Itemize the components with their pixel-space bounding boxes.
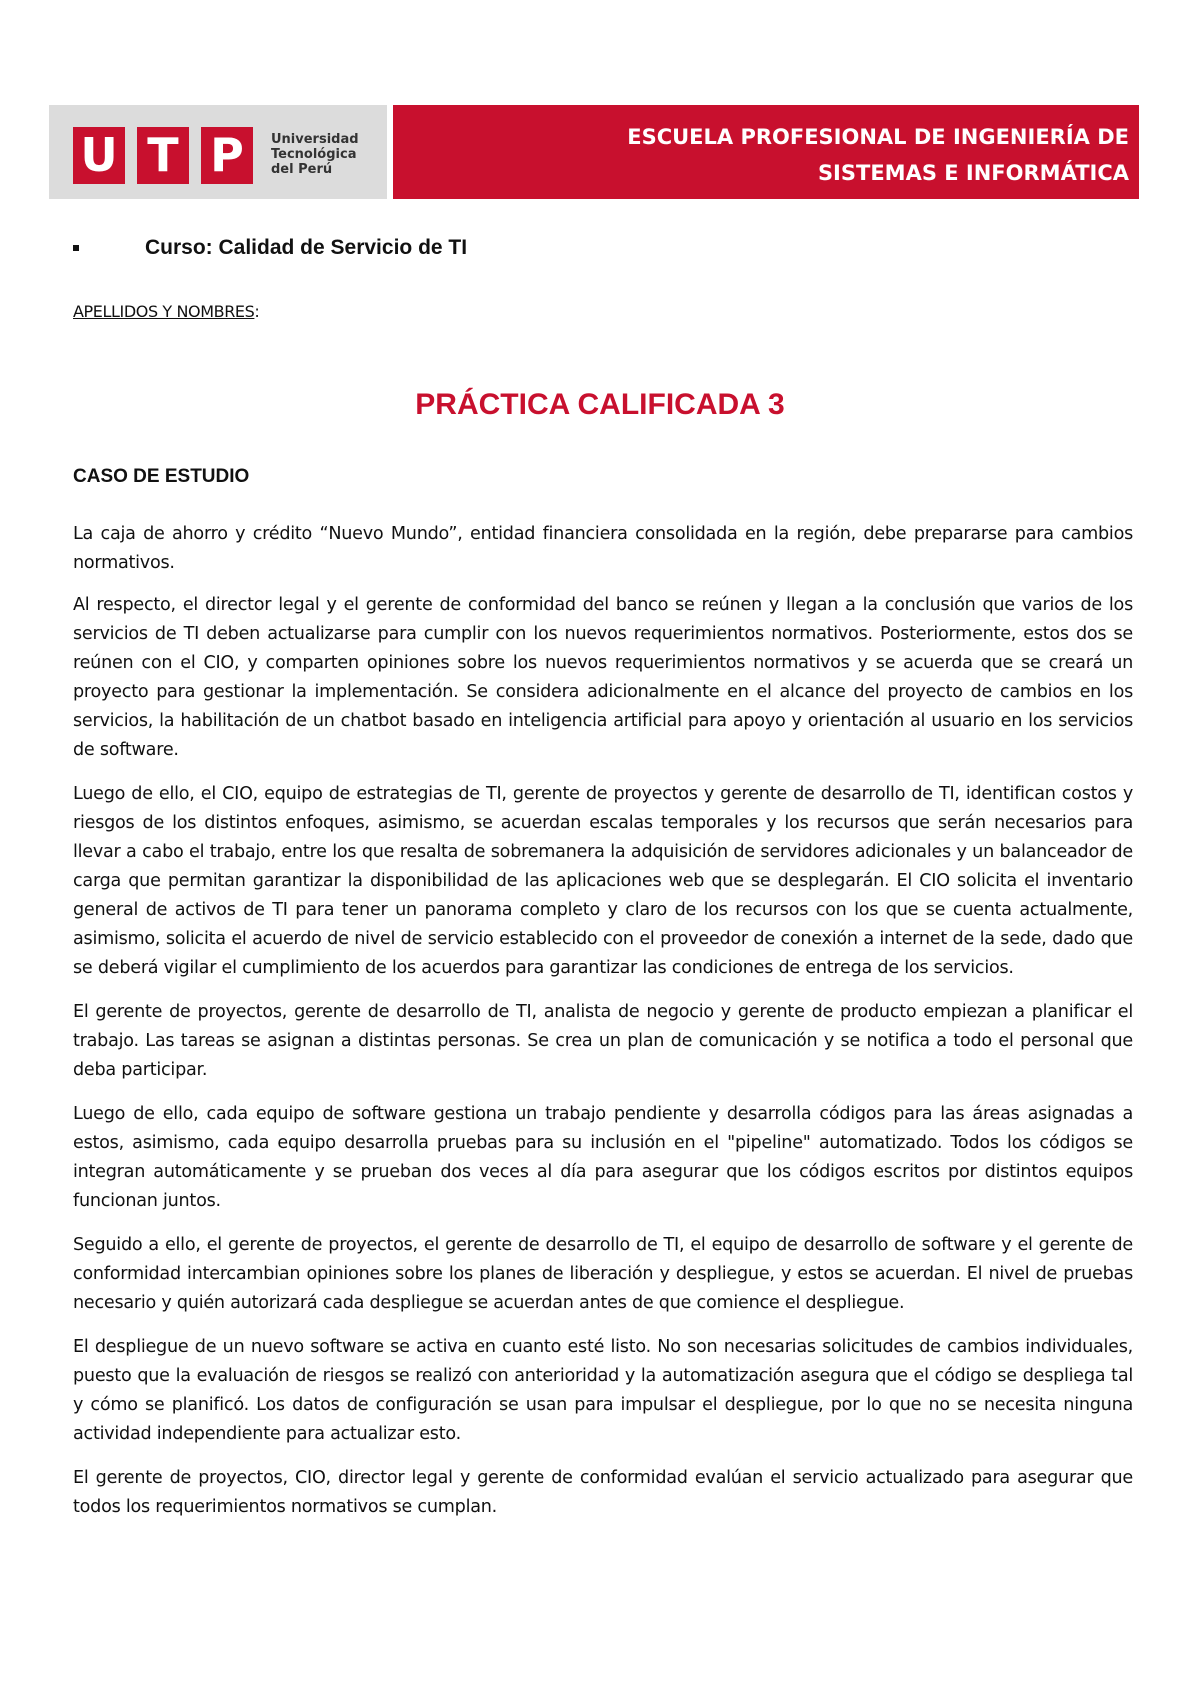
utp-logo (49, 105, 389, 199)
paragraph: La caja de ahorro y crédito “Nuevo Mundo”, entidad financiera consolidada en la región, debe prepararse para cambios normativos. (73, 524, 1133, 573)
logo-university-name: Universidad Tecnológica del Perú (271, 132, 359, 177)
logo-letter-t: T (137, 127, 189, 184)
paragraph: Luego de ello, cada equipo de software gestiona un trabajo pendiente y desarrolla códigos para las áreas asignadas a estos, asimismo, cada equipo desarrolla pruebas para su inclusión en el "pipeline" automatizado. Todos los códigos se integran automáticamente y se prueban dos veces al día para asegurar que los códigos escritos por distintos equipos funcionan juntos. (73, 1104, 1133, 1211)
document-title: PRÁCTICA CALIFICADA 3 (415, 388, 785, 421)
logo-letter-p: P (201, 127, 253, 184)
logo-letter-u: U (73, 127, 125, 184)
paragraph: Al respecto, el director legal y el gerente de conformidad del banco se reúnen y llegan a la conclusión que varios de los servicios de TI deben actualizarse para cumplir con los nuevos requerimientos normativos. Posteriormente, estos dos se reúnen con el CIO, y comparten opiniones sobre los nuevos requerimientos normativos y se acuerda que se creará un proyecto para gestionar la implementación. Se considera adicionalmente en el alcance del proyecto de cambios en los servicios, la habilitación de un chatbot basado en inteligencia artificial para apoyo y orientación al usuario en los servicios de software. (73, 595, 1133, 760)
school-banner (393, 105, 1139, 199)
student-names-label: APELLIDOS Y NOMBRES: (73, 302, 260, 321)
paragraph: Seguido a ello, el gerente de proyectos, el gerente de desarrollo de TI, el equipo de desarrollo de software y el gerente de conformidad intercambian opiniones sobre los planes de liberación y despliegue, y estos se acuerdan. El nivel de pruebas necesario y quién autorizará cada despliegue se acuerdan antes de que comience el despliegue. (73, 1235, 1133, 1313)
paragraph: El gerente de proyectos, gerente de desarrollo de TI, analista de negocio y gerente de producto empiezan a planificar el trabajo. Las tareas se asignan a distintas personas. Se crea un plan de comunicación y se notifica a todo el personal que deba participar. (73, 1002, 1133, 1080)
paragraph: El gerente de proyectos, CIO, director legal y gerente de conformidad evalúan el servicio actualizado para asegurar que todos los requerimientos normativos se cumplan. (73, 1468, 1133, 1517)
school-line-2: SISTEMAS E INFORMÁTICA (817, 161, 1129, 185)
school-line-1: ESCUELA PROFESIONAL DE INGENIERÍA DE (627, 125, 1129, 149)
case-study-body (73, 520, 1133, 1537)
document-header (49, 105, 1139, 199)
course-title: Curso: Calidad de Servicio de TI (145, 236, 468, 259)
case-study-heading: CASO DE ESTUDIO (73, 466, 250, 487)
bullet-icon (73, 245, 79, 251)
paragraph: Luego de ello, el CIO, equipo de estrategias de TI, gerente de proyectos y gerente de desarrollo de TI, identifican costos y riesgos de los distintos enfoques, asimismo, se acuerdan escalas temporales y los recursos que serán necesarios para llevar a cabo el trabajo, entre los que resalta de sobremanera la adquisición de servidores adicionales y un balanceador de carga que permitan garantizar la disponibilidad de las aplicaciones web que se desplegarán. El CIO solicita el inventario general de activos de TI para tener un panorama completo y claro de los recursos con los que se cuenta actualmente, asimismo, solicita el acuerdo de nivel de servicio establecido con el proveedor de conexión a internet de la sede, dado que se deberá vigilar el cumplimiento de los acuerdos para garantizar las condiciones de entrega de los servicios. (73, 784, 1133, 978)
paragraph: El despliegue de un nuevo software se activa en cuanto esté listo. No son necesarias solicitudes de cambios individuales, puesto que la evaluación de riesgos se realizó con anterioridad y la automatización asegura que el código se despliega tal y cómo se planificó. Los datos de configuración se usan para impulsar el despliegue, por lo que no se necesita ninguna actividad independiente para actualizar esto. (73, 1337, 1133, 1444)
